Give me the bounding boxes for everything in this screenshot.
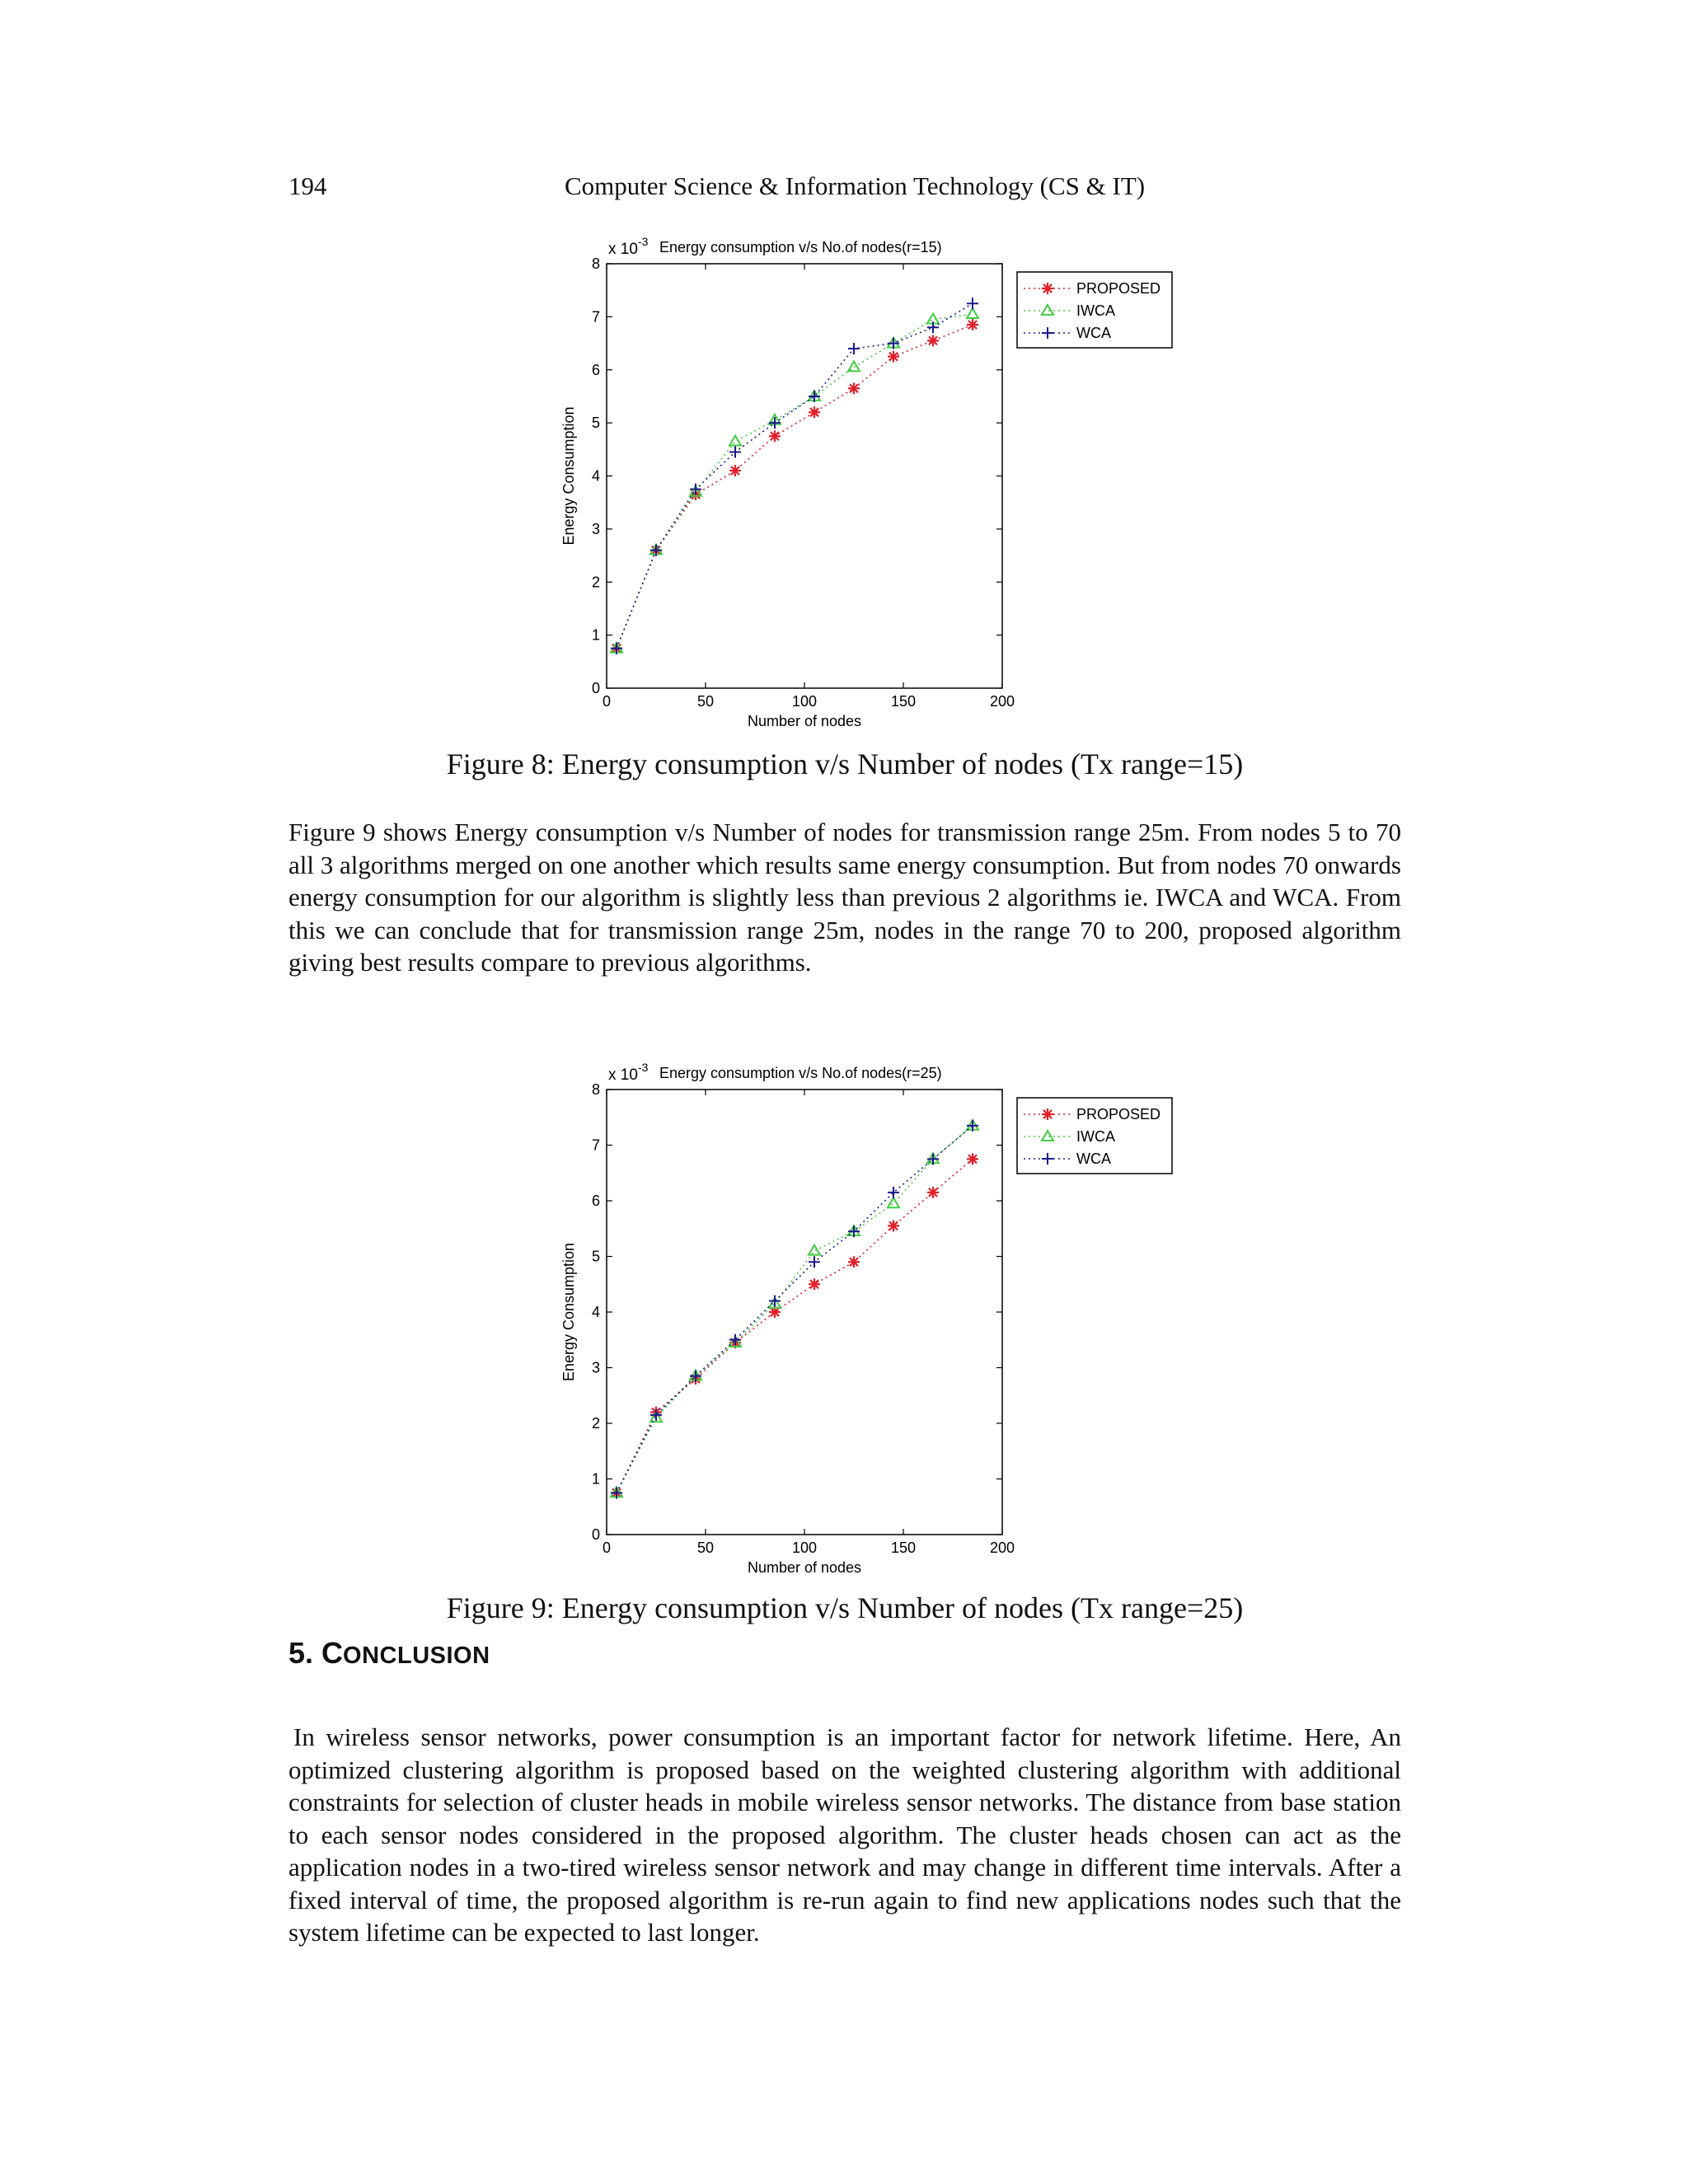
x-tick-label: 50 (696, 693, 715, 710)
body-paragraph-2: In wireless sensor networks, power consumption is an important factor for network lifetime. Here, An optimized clustering algorithm is proposed based on the weighted clustering algorithm with additional constraints for selection of cluster heads in mobile wireless sensor networks. The distance from base station to each sensor nodes considered in the proposed algorithm. The cluster heads chosen can act as the application nodes in a two-tired wireless sensor network and may change in different time intervals. After a fixed interval of time, the proposed algorithm is re-run again to find new applications nodes such that the system lifetime can be expected to last longer. (288, 1722, 1401, 1947)
y-tick-label: 3 (591, 520, 600, 537)
y-tick-label: 5 (591, 415, 600, 432)
legend-label: IWCA (1076, 1128, 1115, 1145)
axis-exponent-label: x 10 (608, 1066, 638, 1084)
y-tick-label: 8 (591, 255, 600, 272)
y-tick-label: 4 (591, 1304, 600, 1320)
legend-label: WCA (1076, 325, 1111, 341)
data-point-proposed (848, 1256, 860, 1268)
x-tick-label: 200 (989, 693, 1015, 710)
legend-label: IWCA (1076, 302, 1115, 319)
chart-title: Energy consumption v/s No.of nodes(r=15) (659, 239, 942, 255)
x-tick-label: 0 (602, 1540, 612, 1556)
y-tick-label: 4 (591, 467, 600, 485)
figure-8-caption: Figure 8: Energy consumption v/s Number of nodes (Tx range=15) (446, 748, 1244, 780)
data-point-proposed (769, 430, 781, 442)
y-tick-label: 2 (591, 574, 600, 591)
plot-frame (607, 264, 1002, 688)
legend-marker (1042, 283, 1053, 294)
x-tick-label: 150 (890, 693, 917, 710)
page-header (288, 171, 1401, 204)
y-tick-label: 6 (591, 361, 600, 378)
x-tick-label: 100 (791, 693, 818, 710)
y-tick-label: 5 (591, 1248, 600, 1265)
y-tick-label: 0 (591, 680, 600, 696)
axis-exponent-label: x 10 (608, 241, 638, 258)
chart-title: Energy consumption v/s No.of nodes(r=25) (659, 1065, 942, 1081)
data-point-proposed (848, 382, 860, 394)
y-axis-label: Energy Consumption (560, 1242, 577, 1382)
y-axis-label: Energy Consumption (560, 406, 577, 546)
x-axis-label: Number of nodes (747, 1559, 862, 1576)
figure-9 (536, 1048, 1195, 1592)
axis-exponent-power: -3 (638, 1061, 649, 1074)
x-tick-label: 200 (989, 1540, 1015, 1556)
figure-9-caption: Figure 9: Energy consumption v/s Number of nodes (Tx range=25) (446, 1591, 1244, 1624)
data-point-proposed (729, 465, 741, 476)
x-tick-label: 0 (602, 693, 612, 710)
data-point-proposed (809, 1278, 820, 1290)
data-point-proposed (967, 319, 978, 330)
section-number: 5. (288, 1636, 322, 1670)
section-title-initial: C (321, 1636, 344, 1670)
plot-frame (607, 1090, 1002, 1535)
journal-title: Computer Science & Information Technology (CS & IT) (565, 171, 1146, 200)
x-tick-label: 50 (696, 1540, 715, 1556)
axis-exponent-power: -3 (638, 235, 649, 248)
x-axis-label: Number of nodes (747, 713, 862, 729)
legend-label: WCA (1076, 1151, 1111, 1167)
page-number: 194 (288, 171, 327, 200)
y-tick-label: 3 (591, 1359, 600, 1376)
section-heading-conclusion (288, 1636, 490, 1671)
data-point-proposed (927, 335, 939, 346)
data-point-proposed (888, 1220, 899, 1231)
y-tick-label: 1 (591, 626, 600, 644)
y-tick-label: 1 (591, 1470, 600, 1488)
y-tick-label: 2 (591, 1415, 600, 1432)
figure-8 (536, 224, 1195, 743)
x-tick-label: 100 (791, 1540, 818, 1556)
legend-label: PROPOSED (1076, 1106, 1161, 1122)
legend-label: PROPOSED (1076, 280, 1161, 297)
data-point-proposed (809, 406, 820, 418)
data-point-proposed (927, 1187, 939, 1198)
section-title-rest: ONCLUSION (343, 1643, 490, 1669)
legend-marker (1042, 1108, 1053, 1120)
y-tick-label: 7 (591, 1137, 600, 1154)
data-point-proposed (888, 351, 899, 363)
data-point-proposed (967, 1153, 978, 1165)
body-paragraph-1: Figure 9 shows Energy consumption v/s Number of nodes for transmission range 25m. From nodes 5 to 70 all 3 algorithms merged on one another which results same energy consumption. But from nodes 70 onwards energy consumption for our algorithm is slightly less than previous 2 algorithms ie. IWCA and WCA. From this we can conclude that for transmission range 25m, nodes in the range 70 to 200, proposed algorithm giving best results compare to previous algorithms. (288, 818, 1401, 977)
y-tick-label: 7 (591, 308, 600, 326)
x-tick-label: 150 (890, 1540, 917, 1556)
chart-energy-r15 (536, 224, 1195, 743)
y-tick-label: 8 (591, 1081, 600, 1098)
y-tick-label: 6 (591, 1193, 600, 1209)
chart-energy-r25 (536, 1048, 1195, 1592)
y-tick-label: 0 (591, 1526, 600, 1543)
